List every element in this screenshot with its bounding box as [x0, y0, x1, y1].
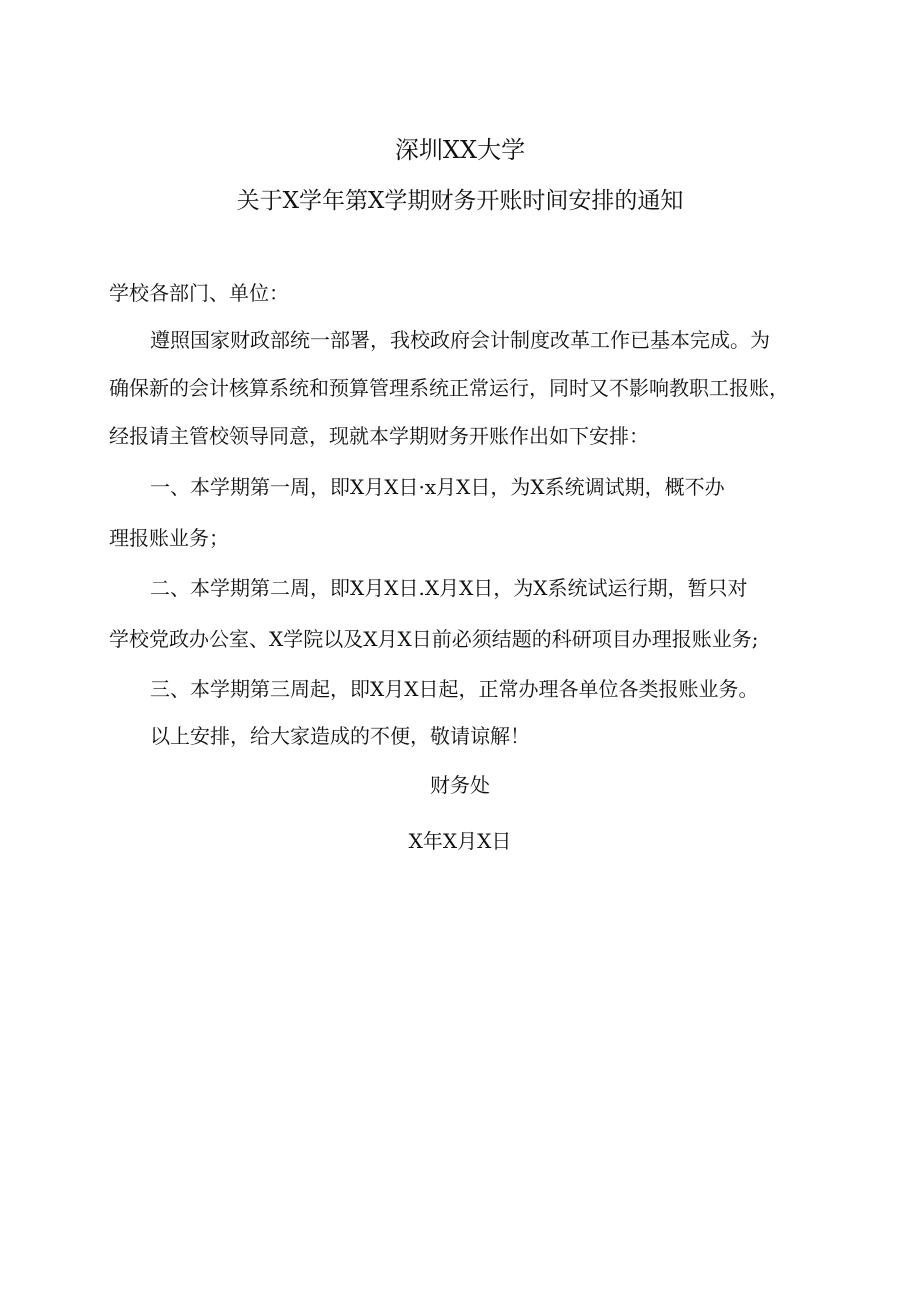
- salutation: 学校各部门、单位：: [109, 281, 289, 305]
- item-1-line-2: 理报账业务；: [109, 526, 229, 550]
- intro-line-1: 遵照国家财政部统一部署，我校政府会计制度改革工作已基本完成。为: [150, 328, 770, 352]
- signature-date: X年X月X日: [408, 829, 512, 853]
- item-3: 三、本学期第三周起，即X月X日起，正常办理各单位各类报账业务。: [150, 677, 759, 701]
- intro-line-3: 经报请主管校领导同意，现就本学期财务开账作出如下安排：: [109, 424, 649, 448]
- closing-line: 以上安排，给大家造成的不便，敬请谅解！: [150, 724, 530, 748]
- item-1-line-1: 一、本学期第一周，即X月X日·x月X日，为X系统调试期，概不办: [150, 475, 725, 499]
- institution-title: 深圳XX大学: [394, 136, 526, 164]
- item-2-line-1: 二、本学期第二周，即X月X日.X月X日，为X系统试运行期，暂只对: [150, 576, 748, 600]
- intro-line-2: 确保新的会计核算系统和预算管理系统正常运行，同时又不影响教职工报账，: [109, 376, 789, 400]
- item-2-line-2: 学校党政办公室、X学院以及X月X日前必须结题的科研项目办理报账业务;: [109, 627, 759, 651]
- signature-department: 财务处: [430, 773, 490, 797]
- notice-title: 关于X学年第X学期财务开账时间安排的通知: [236, 188, 684, 214]
